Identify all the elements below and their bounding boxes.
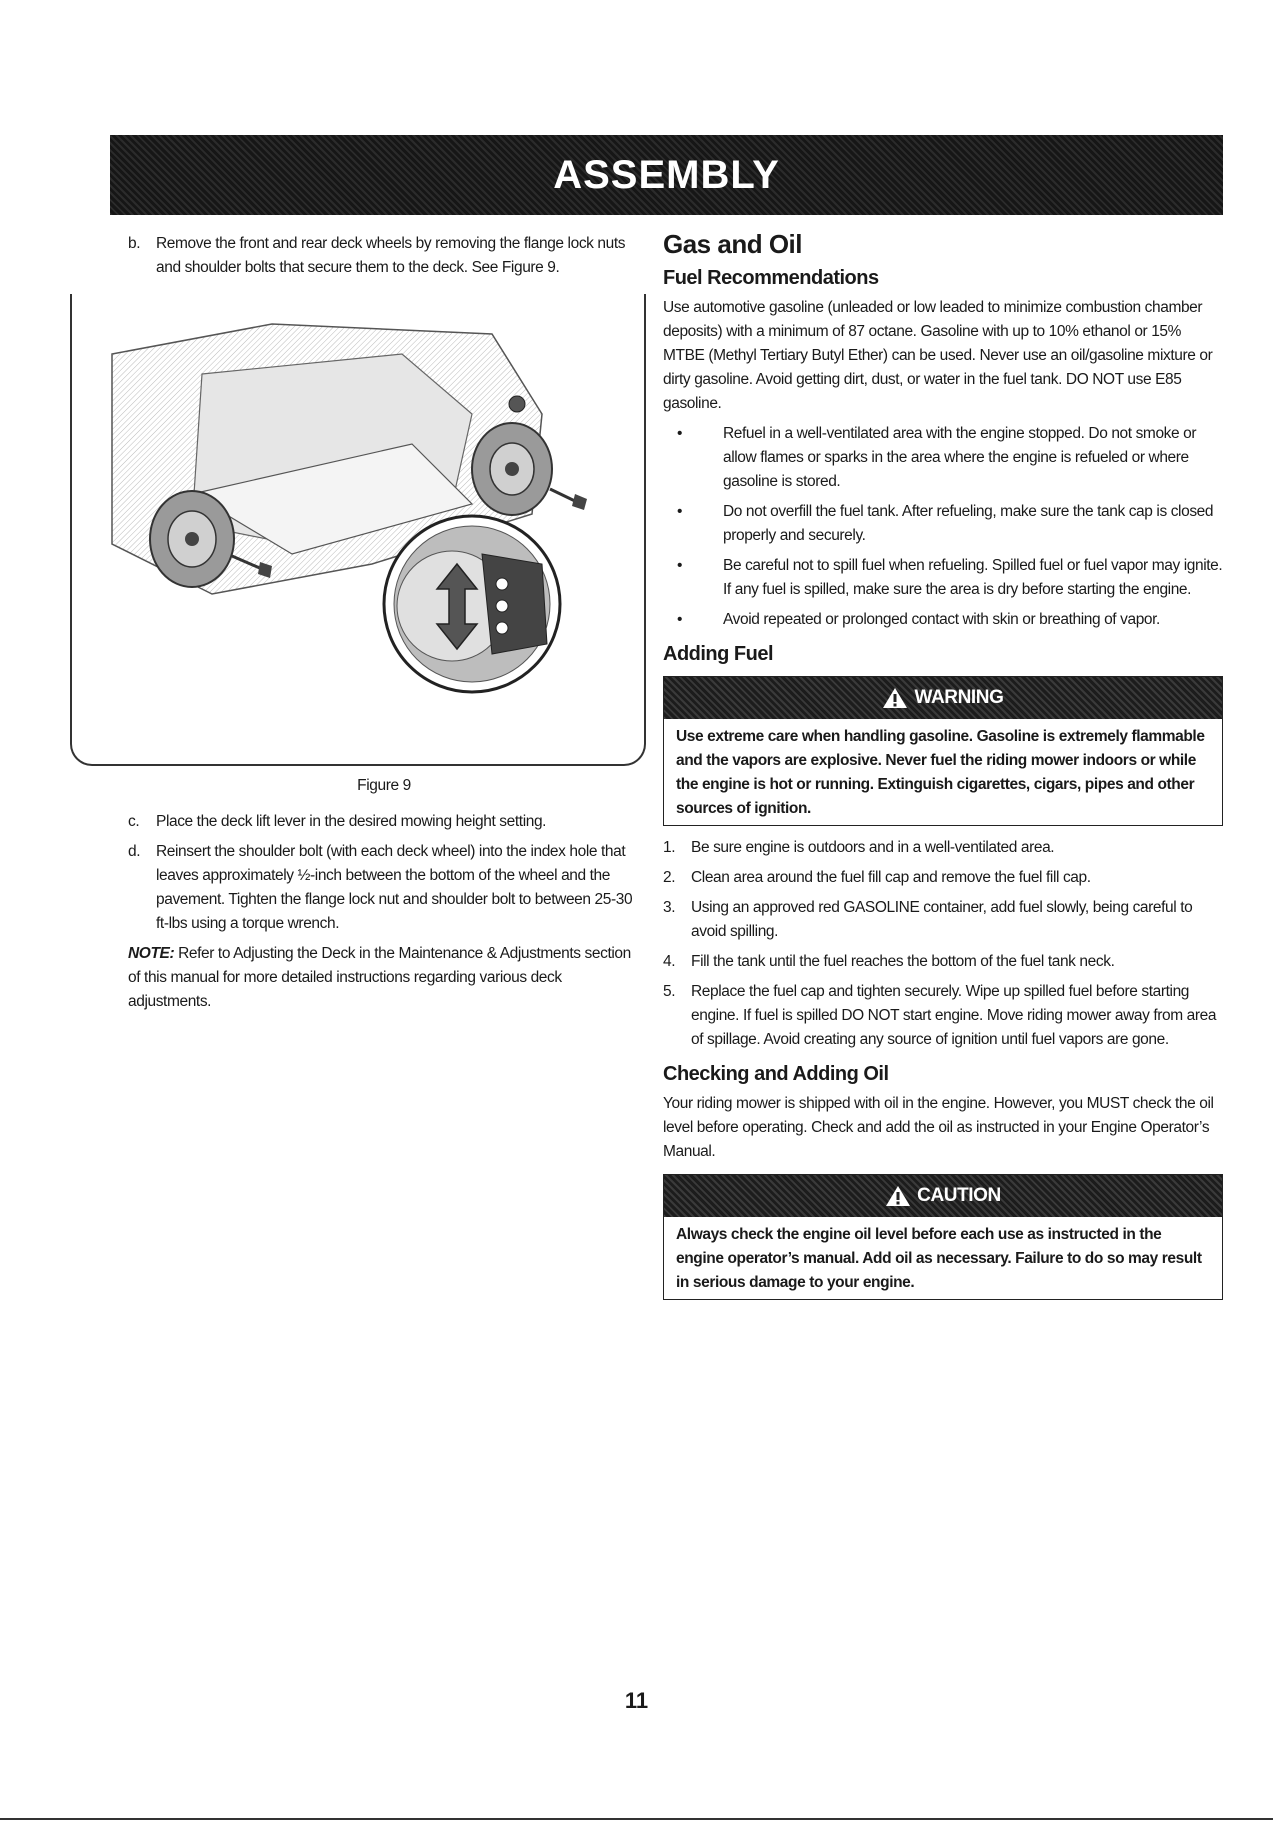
fuel-step-number: 3.: [663, 899, 676, 916]
warning-heading: WARNING: [914, 687, 1004, 708]
gas-oil-heading: Gas and Oil: [663, 229, 802, 259]
warning-box: [663, 676, 1223, 826]
fuel-step-text: Be sure engine is outdoors and in a well-ventilated area.: [691, 839, 1055, 856]
detail-inset: [384, 516, 560, 692]
note-text: Refer to Adjusting the Deck in the Maintenance & Adjustments section of this manual for more detailed instructions regarding various deck adjustments.: [128, 945, 631, 1010]
caution-triangle-icon: [885, 1185, 911, 1207]
section-banner-title: ASSEMBLY: [553, 152, 780, 197]
fuel-step: [663, 896, 1223, 944]
fuel-step-text: Fill the tank until the fuel reaches the bottom of the fuel tank neck.: [691, 953, 1115, 970]
bullet-marker: •: [677, 557, 683, 574]
fuel-bullet-text: Avoid repeated or prolonged contact with skin or breathing of vapor.: [723, 611, 1160, 628]
fuel-step-text: Clean area around the fuel fill cap and remove the fuel fill cap.: [691, 869, 1091, 886]
checking-oil-heading: Checking and Adding Oil: [663, 1063, 889, 1085]
figure-9-illustration: [70, 294, 646, 766]
fuel-step-number: 4.: [663, 953, 676, 970]
rear-shoulder-bolt: [550, 489, 587, 510]
section-banner: [110, 135, 1223, 215]
caution-text: Always check the engine oil level before each use as instructed in the engine operator’s manual. Add oil as necessary. Failure to do so may result in serious damage to your engine.: [676, 1226, 1202, 1291]
caution-header: [664, 1175, 1222, 1217]
fuel-step: [663, 980, 1223, 1052]
fuel-step-number: 5.: [663, 983, 676, 1000]
fuel-step-text: Using an approved red GASOLINE container, add fuel slowly, being careful to avoid spilling.: [691, 899, 1193, 940]
fuel-step-number: 2.: [663, 869, 676, 886]
step-c-marker: c.: [128, 813, 140, 830]
fuel-recommendations-heading: Fuel Recommendations: [663, 267, 879, 289]
bullet-marker: •: [677, 503, 683, 520]
step-c-text: Place the deck lift lever in the desired mowing height setting.: [156, 813, 547, 830]
fuel-bullet-text: Be careful not to spill fuel when refueling. Spilled fuel or fuel vapor may ignite. If any fuel is spilled, make sure the area is dry before starting the engine.: [723, 557, 1223, 598]
adding-fuel-heading: Adding Fuel: [663, 643, 774, 665]
note-label: NOTE:: [128, 945, 175, 962]
bullet-marker: •: [677, 611, 683, 628]
fuel-step-number: 1.: [663, 839, 676, 856]
step-b: [128, 232, 640, 280]
step-b-text: Remove the front and rear deck wheels by removing the flange lock nuts and shoulder bolts that secure them to the deck. See Figure 9.: [156, 235, 626, 276]
fuel-bullet: [663, 500, 1223, 548]
caution-box: [663, 1174, 1223, 1300]
page-bottom-rule: [0, 1818, 1273, 1820]
left-column: [128, 232, 640, 1020]
checking-oil-text: Your riding mower is shipped with oil in the engine. However, you MUST check the oil level before operating. Check and add the oil as instructed in your Engine Operator’s Manual.: [663, 1095, 1214, 1160]
caution-heading: CAUTION: [917, 1185, 1001, 1206]
fuel-bullet: [663, 608, 1223, 632]
rear-deck-wheel: [472, 423, 552, 515]
bullet-marker: •: [677, 425, 683, 442]
fuel-step: [663, 836, 1223, 860]
fuel-step: [663, 950, 1223, 974]
warning-header: [664, 677, 1222, 719]
right-column: [663, 229, 1223, 1310]
page-number: 11: [624, 1688, 649, 1713]
fuel-bullet: [663, 422, 1223, 494]
fuel-bullet: [663, 554, 1223, 602]
fuel-step-text: Replace the fuel cap and tighten securely. Wipe up spilled fuel before starting engine. If fuel is spilled DO NOT start engine. Move riding mower away from area of spillage. Avoid creating any source of ignition until fuel vapors are gone.: [691, 983, 1217, 1048]
figure-caption: Figure 9: [357, 777, 411, 794]
step-b-marker: b.: [128, 235, 141, 252]
front-deck-wheel: [150, 491, 234, 587]
fuel-recommendations-text: Use automotive gasoline (unleaded or low leaded to minimize combustion chamber deposits) with a minimum of 87 octane. Gasoline with up to 10% ethanol or 15% MTBE (Methyl Tertiary Butyl Ether) can be used. Never use an oil/gasoline mixture or dirty gasoline. Avoid getting dirt, dust, or water in the fuel tank. DO NOT use E85 gasoline.: [663, 299, 1213, 412]
warning-text: Use extreme care when handling gasoline. Gasoline is extremely flammable and the vapors are explosive. Never fuel the riding mower indoors or while the engine is hot or running. Extinguish cigarettes, cigars, pipes and other sources of ignition.: [676, 728, 1205, 817]
step-d-text: Reinsert the shoulder bolt (with each deck wheel) into the index hole that leaves approximately ½-inch between the bottom of the wheel and the pavement. Tighten the flange lock nut and shoulder bolt to between 25-30 ft-lbs using a torque wrench.: [156, 843, 633, 932]
step-d: [128, 840, 640, 936]
deck-wheel-diagram: [72, 294, 644, 764]
fuel-bullet-text: Refuel in a well-ventilated area with the engine stopped. Do not smoke or allow flames or sparks in the area where the engine is refueled or where gasoline is stored.: [723, 425, 1197, 490]
step-c: [128, 810, 640, 834]
warning-triangle-icon: [882, 687, 908, 709]
step-d-marker: d.: [128, 843, 141, 860]
upper-flange-nut: [509, 396, 525, 412]
fuel-step: [663, 866, 1223, 890]
note-paragraph: [128, 942, 640, 1014]
fuel-bullet-text: Do not overfill the fuel tank. After refueling, make sure the tank cap is closed properly and securely.: [723, 503, 1214, 544]
